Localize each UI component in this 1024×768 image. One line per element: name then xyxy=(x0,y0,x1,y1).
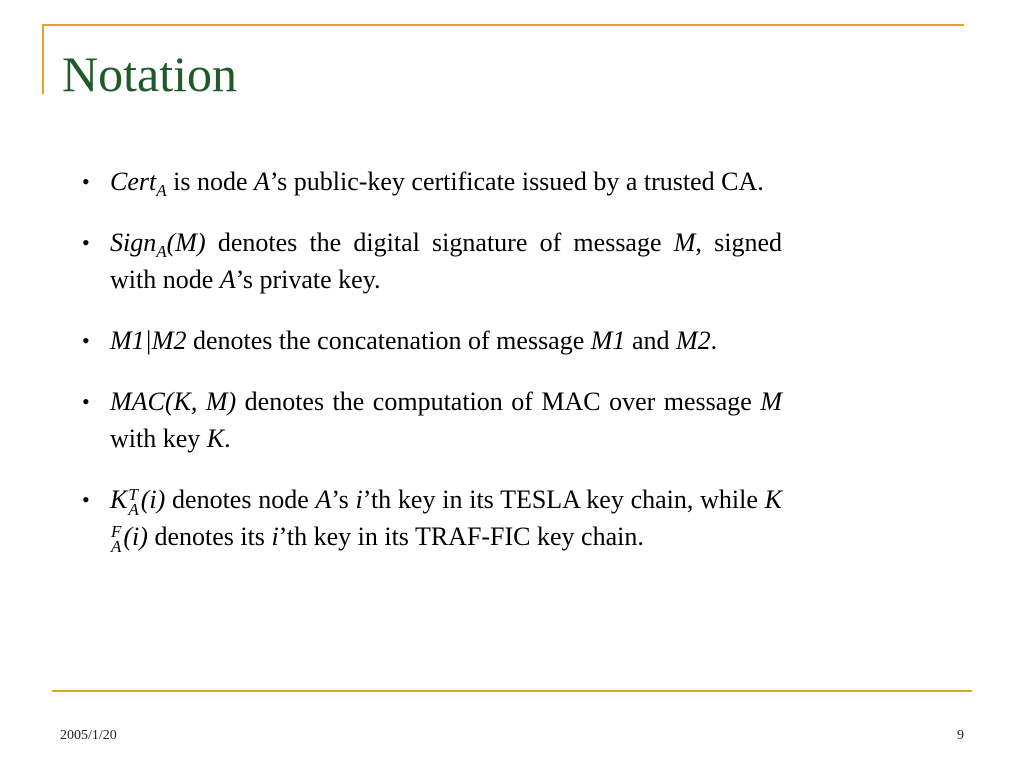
math-term: A xyxy=(315,485,332,514)
top-accent-line xyxy=(42,24,964,26)
math-term: (i) xyxy=(140,485,166,514)
footer-date: 2005/1/20 xyxy=(60,728,117,743)
slide-title: Notation xyxy=(62,46,237,102)
list-item xyxy=(82,322,782,359)
math-term: MAC(K, M) xyxy=(110,387,237,416)
item-text: ’th key in its TESLA key chain, while xyxy=(362,485,765,514)
math-superscript: F xyxy=(111,522,122,542)
math-term: i xyxy=(271,522,279,551)
bottom-accent-line xyxy=(52,690,972,692)
math-term: i xyxy=(355,485,363,514)
list-item xyxy=(82,163,782,200)
page-number: 9 xyxy=(957,728,964,743)
list-item xyxy=(82,224,782,298)
left-accent-line xyxy=(42,24,44,94)
math-supsub xyxy=(128,485,139,520)
item-text: is node xyxy=(173,167,255,196)
math-term: M1|M2 xyxy=(110,326,187,355)
math-subscript: A xyxy=(156,181,167,201)
bullet-icon: • xyxy=(82,230,90,255)
item-text: denotes the concatenation of message xyxy=(186,326,591,355)
item-text: denotes the computation of MAC over message xyxy=(236,387,761,416)
bullet-icon: • xyxy=(82,169,90,194)
math-superscript: T xyxy=(128,485,138,505)
item-text: ’s private key. xyxy=(235,265,381,294)
math-term: M1 xyxy=(590,326,626,355)
item-text: with key xyxy=(110,424,207,453)
item-text: , signed with node xyxy=(110,228,782,294)
math-term: M2 xyxy=(675,326,711,355)
math-term: Cert xyxy=(110,167,157,196)
item-text: . xyxy=(224,424,231,453)
math-term: K xyxy=(206,424,225,453)
math-term: M xyxy=(760,387,782,416)
math-subscript: A xyxy=(156,242,167,262)
math-subscript: A xyxy=(111,537,122,557)
item-text: ’s xyxy=(331,485,356,514)
list-item xyxy=(82,383,782,457)
math-term: K xyxy=(110,485,128,514)
math-supsub xyxy=(111,522,122,557)
item-text: ’th key in its TRAF-FIC key chain. xyxy=(278,522,644,551)
math-term: (i) xyxy=(123,522,148,551)
bullet-icon: • xyxy=(82,389,90,414)
bullet-icon: • xyxy=(82,328,90,353)
math-term: A xyxy=(254,167,270,196)
item-text: denotes the digital signature of message xyxy=(205,228,674,257)
notation-list xyxy=(82,163,782,579)
list-item xyxy=(82,481,782,555)
math-term: (M) xyxy=(166,228,206,257)
item-text: ’s public-key certificate issued by a trusted CA. xyxy=(269,167,764,196)
item-text: denotes node xyxy=(165,485,316,514)
math-term: A xyxy=(219,265,236,294)
math-term: K xyxy=(764,485,783,514)
math-term: M xyxy=(673,228,696,257)
item-text: . xyxy=(710,326,718,355)
math-term: Sign xyxy=(110,228,157,257)
item-text: and xyxy=(625,326,676,355)
bullet-icon: • xyxy=(82,487,90,512)
item-text: denotes its xyxy=(147,522,272,551)
math-subscript: A xyxy=(128,500,139,520)
